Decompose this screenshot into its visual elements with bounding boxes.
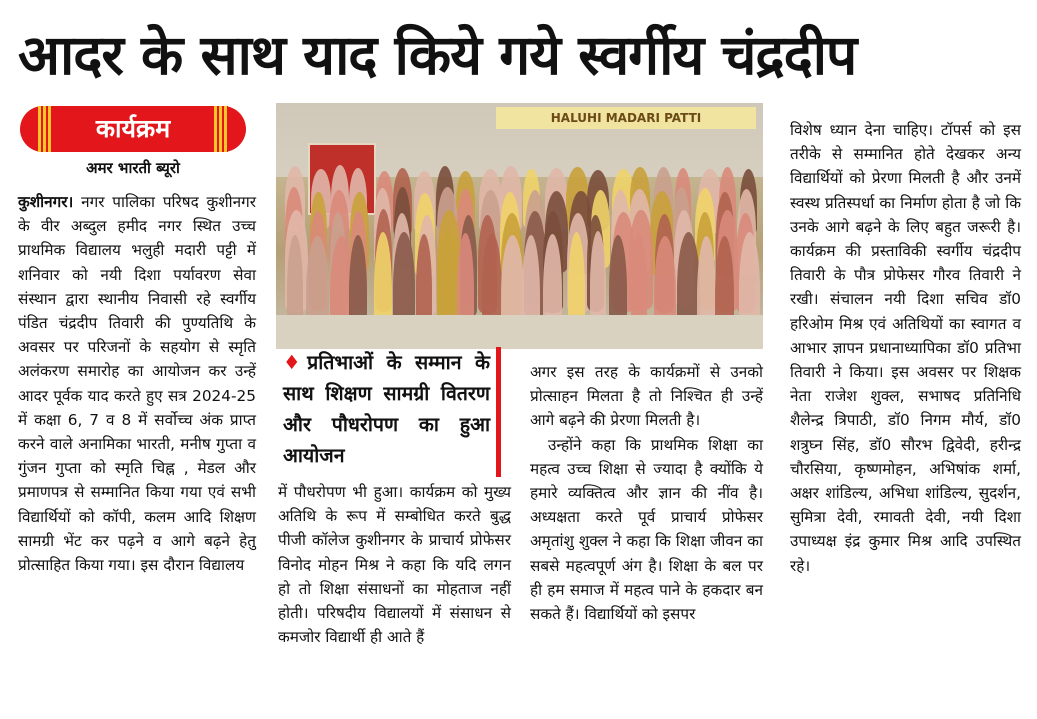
headline: आदर के साथ याद किये गये स्वर्गीय चंद्रदीप [18,23,857,87]
photo-ground [276,315,763,349]
article-column-3 [530,360,763,626]
column1-paragraph: नगर पालिका परिषद कुशीनगर के वीर अब्दुल हमीद नगर स्थित उच्च प्राथमिक विद्यालय भलुही मदारी पट्टी में शनिवार को नयी दिशा पर्यावरण सेवा संस्थान द्वारा स्थानीय निवासी रहे स्वर्गीय पंडित चंद्रदीप तिवारी की पुण्यतिथि के अवसर पर परिजनों के सहयोग से स्मृति अलंकरण समारोह का आयोजन कर उन्हें आदर पूर्वक याद करते हुए सत्र 2024-25 में कक्षा 6, 7 व 8 में सर्वोच्च अंक प्राप्त करने वाले अनामिका भारती, मनीष गुप्ता व गुंजन गुप्ता को स्मृति चिह्न , मेडल और प्रमाणपत्र से सम्मानित किया गया एवं सभी विद्यार्थियों को कॉपी, कलम आदि शिक्षण सामग्री भेंट कर पढ़ने व आगे बढ़ने हेतु प्रोत्साहित किया गया। इस दौरान विद्यालय [18,193,256,575]
photo-signboard: HALUHI MADARI PATTI [496,107,756,129]
section-tag-label: कार्यक्रम [95,114,171,143]
column3-paragraph-1: अगर इस तरह के कार्यक्रमों से उनको प्रोत्साहन मिलता है तो निश्चित ही उन्हें आगे बढ़ने की प्रेरणा मिलती है। [530,363,763,430]
column3-paragraph-2: उन्होंने कहा कि प्राथमिक शिक्षा का महत्व उच्च शिक्षा से ज्यादा है क्योंकि ये हमारे व्यक्तित्व और ज्ञान की नींव है। अध्यक्षता करते पूर्व प्राचार्य प्रोफेसर अमृतांशु शुक्ल ने कहा कि शिक्षा जीवन का सबसे महत्वपूर्ण अंग है। शिक्षा के बल पर ही हम समाज में महत्व पाने के हकदार बन सकते हैं। विद्यार्थियों को इसपर [530,435,763,624]
dateline: कुशीनगर। [18,193,74,211]
byline: अमर भारती ब्यूरो [86,159,180,177]
news-photo [276,103,763,349]
article-column-2 [278,480,511,649]
subheading-text: प्रतिभाओं के सम्मान के साथ शिक्षण सामग्री वितरण और पौधरोपण का हुआ आयोजन [283,351,490,467]
article-column-4 [790,118,1021,578]
tag-stripes-right [214,106,228,152]
photo-crowd [276,165,763,315]
column2-paragraph: में पौधरोपण भी हुआ। कार्यक्रम को मुख्य अतिथि के रूप में सम्बोधित करते बुद्ध पीजी कॉलेज कुशीनगर के प्राचार्य प्रोफेसर विनोद मोहन मिश्र ने कहा कि यदि लगन हो तो शिक्षा संसाधनों का मोहताज नहीं होती। परिषदीय विद्यालयों में संसाधन से कमजोर विद्यार्थी ही आते हैं [278,483,511,647]
subheading-bullet: ♦ [283,351,308,374]
tag-stripes-left [38,106,52,152]
section-tag [20,106,246,152]
subheading-box [279,347,501,477]
column4-paragraph: विशेष ध्यान देना चाहिए। टॉपर्स को इस तरीके से सम्मानित होते देखकर अन्य विद्यार्थियों को प्रेरणा मिलती है और उनमें स्वस्थ प्रतिस्पर्धा का निर्माण होता है जो कि उनके आगे बढ़ने के लिए बहुत जरूरी है। कार्यक्रम की प्रस्ताविकी स्वर्गीय चंद्रदीप तिवारी के पौत्र प्रोफेसर गौरव तिवारी ने रखी। संचालन नयी दिशा सचिव डॉ0 हरिओम मिश्र एवं अतिथियों का स्वागत व आभार ज्ञापन प्रधानाध्यापिका डॉ0 प्रतिभा तिवारी ने किया। इस अवसर पर शिक्षक नेता राजेश शुक्ल, सभाषद प्रतिनिधि शैलेन्द्र त्रिपाठी, डॉ0 निगम मौर्य, डॉ0 शत्रुघ्न सिंह, डॉ0 सौरभ द्विवेदी, हरीन्द्र चौरसिया, कृष्णमोहन, अभिषांक शर्मा, अक्षर शांडिल्य, अभिधा शांडिल्य, सुदर्शन, सुमित्रा देवी, रमावती देवी, नयी दिशा उपाध्यक्ष इंद्र कुमार मिश्र आदि उपस्थित रहे। [790,121,1021,575]
article-column-1 [18,190,256,577]
